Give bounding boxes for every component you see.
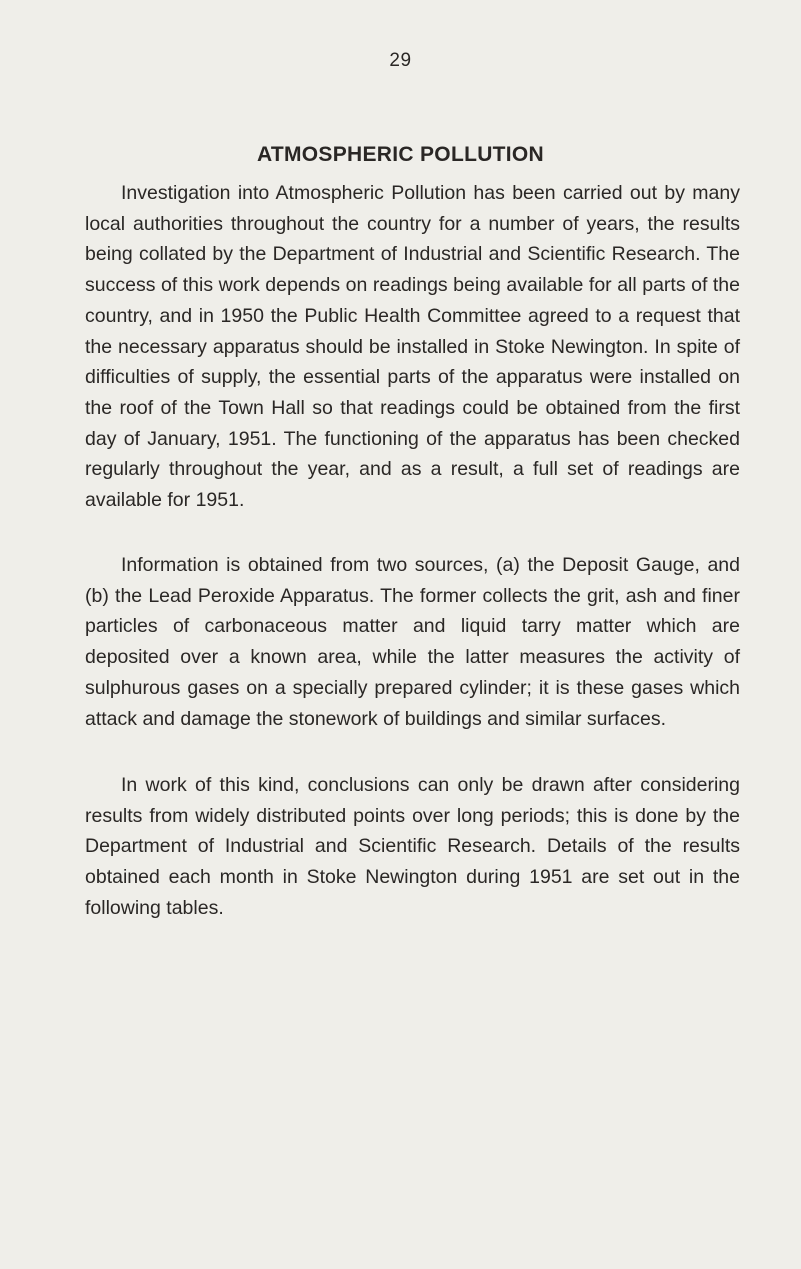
paragraph-conclusions: In work of this kind, conclusions can only be drawn after considering results from widely distributed points over long periods; this is done by the Department of Industrial and Scientific Research. Details of the results obtained each month in Stoke Newington during 1951 are set out in the following tables. bbox=[85, 774, 740, 919]
page-number: 29 bbox=[389, 50, 412, 71]
paragraph-investigation: Investigation into Atmospheric Pollution has been carried out by many local authorities throughout the country for a number of years, the results being collated by the Department of Industrial and Scientific Research. The success of this work depends on readings being available for all parts of the country, and in 1950 the Public Health Committee agreed to a request that the necessary apparatus should be installed in Stoke Newington. In spite of difficulties of supply, the essential parts of the apparatus were installed on the roof of the Town Hall so that readings could be obtained from the first day of January, 1951. The functioning of the apparatus has been checked regularly throughout the year, and as a result, a full set of readings are available for 1951. bbox=[85, 182, 740, 512]
paragraph-information-sources: Information is obtained from two sources, (a) the Deposit Gauge, and (b) the Lead Peroxide Apparatus. The former collects the grit, ash and finer particles of carbonaceous matter and liquid tarry matter which are deposited over a known area, while the latter measures the activity of sulphurous gases on a specially prepared cylinder; it is these gases which attack and damage the stonework of buildings and similar surfaces. bbox=[85, 554, 740, 730]
section-title: ATMOSPHERIC POLLUTION bbox=[256, 143, 545, 166]
